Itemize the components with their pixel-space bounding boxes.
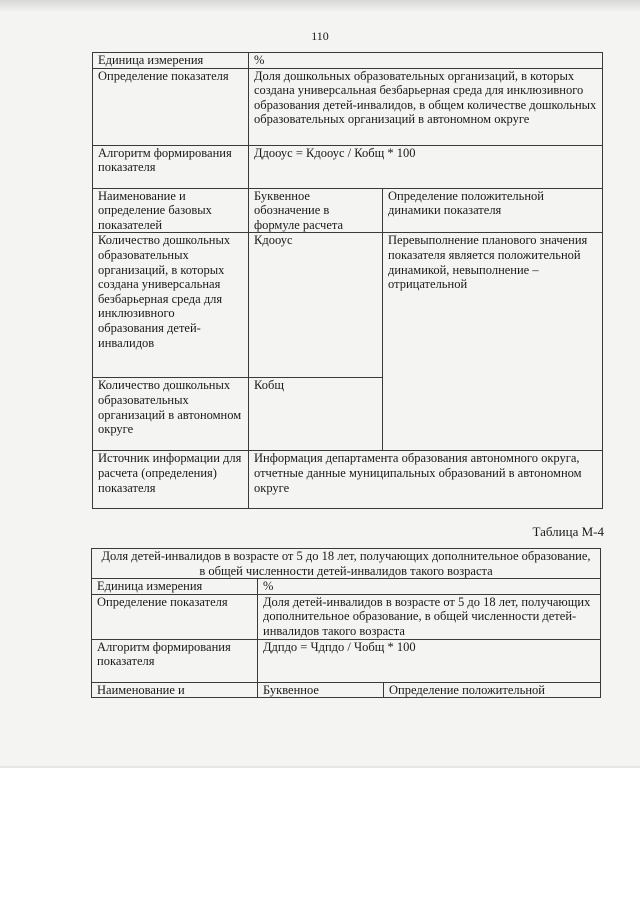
indicator-title: Доля детей-инвалидов в возрасте от 5 до 18 лет, получающих дополнительное образование, в общей численности детей-инвалидов такого возраста: [92, 549, 601, 579]
header-base-indicators: Наименование и определение базовых показателей: [93, 188, 249, 233]
base-indicator-name: Количество дошкольных образовательных организаций в автономном округе: [93, 378, 249, 451]
header-base-indicators: Наименование и: [92, 682, 258, 698]
unit-value: %: [258, 579, 601, 595]
indicator-table-1: [92, 52, 603, 509]
algorithm-label: Алгоритм формирования показателя: [93, 145, 249, 188]
base-indicator-symbol: Кдооус: [249, 233, 383, 378]
definition-label: Определение показателя: [92, 594, 258, 639]
algorithm-formula: Ддпдо = Чдпдо / Чобщ * 100: [258, 639, 601, 682]
definition-value: Доля дошкольных образовательных организаций, в которых создана универсальная безбарьерная среда для инклюзивного образования детей-инвалидов, в общем количестве дошкольных образовательных организаций в автономном округе: [249, 68, 603, 145]
header-positive-dynamics: Определение положительной: [384, 682, 601, 698]
header-letter-symbol: Буквенное обозначение в формуле расчета: [249, 188, 383, 233]
base-indicator-symbol: Кобщ: [249, 378, 383, 451]
algorithm-formula: Ддооус = Кдооус / Кобщ * 100: [249, 145, 603, 188]
algorithm-label: Алгоритм формирования показателя: [92, 639, 258, 682]
source-value: Информация департамента образования автономного округа, отчетные данные муниципальных образований в автономном округе: [249, 451, 603, 509]
header-letter-symbol: Буквенное: [258, 682, 384, 698]
table-caption: Таблица М-4: [532, 524, 604, 539]
definition-value: Доля детей-инвалидов в возрасте от 5 до 18 лет, получающих дополнительное образование, в общей численности детей-инвалидов такого возраста: [258, 594, 601, 639]
base-indicator-name: Количество дошкольных образовательных организаций, в которых создана универсальная безбарьерная среда для инклюзивного образования детей-инвалидов: [93, 233, 249, 378]
unit-label: Единица измерения: [93, 53, 249, 69]
positive-dynamics-text: Перевыполнение планового значения показателя является положительной динамикой, невыполнение – отрицательной: [383, 233, 603, 451]
header-positive-dynamics: Определение положительной динамики показателя: [383, 188, 603, 233]
indicator-table-2: [91, 548, 601, 698]
page-number: 110: [311, 29, 329, 43]
definition-label: Определение показателя: [93, 68, 249, 145]
source-label: Источник информации для расчета (определения) показателя: [93, 451, 249, 509]
unit-label: Единица измерения: [92, 579, 258, 595]
unit-value: %: [249, 53, 603, 69]
